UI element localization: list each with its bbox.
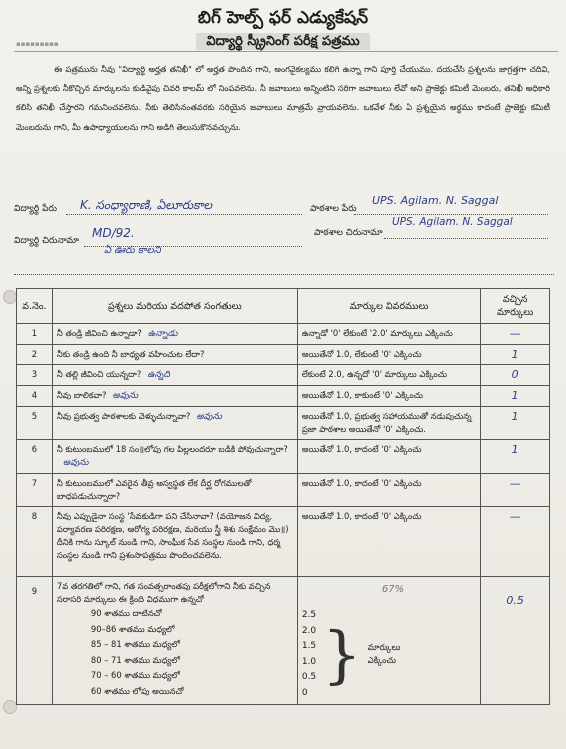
student-address-value-2: ఏ ఊరు కాలని [104,245,161,256]
table-row [17,345,550,365]
row-number: 5 [17,407,53,440]
school-name-value: UPS. Agilam. N. Saggal [372,194,499,207]
marks-obtained: 1 [511,348,519,361]
marks-obtained: — [509,477,521,490]
row-question: నీకు తండ్రి ఉంది నీ బాధ్యత వహించుట లేదా? [56,349,205,359]
table-header-row [17,289,550,324]
marks-obtained: 1 [511,410,519,423]
row-question-cell [52,507,297,577]
student-address-label: విద్యార్థి చిరునామా [14,236,79,246]
marks-obtained: 1 [511,443,519,456]
student-name-value: K. సంధ్యారాణి, ఏలూరుకాల [80,198,213,212]
row-question-cell [52,345,297,365]
col-header-question: ప్రశ్నలు మరియు వదపోత సంగతులు [52,289,297,324]
marks-obtained: 0 [511,368,519,381]
row-question-cell [52,440,297,474]
row-number: 6 [17,440,53,474]
handwritten-answer: ఉన్నాడు [147,329,178,339]
org-title: బిగ్ హెల్ప్ ఫర్ ఎడ్యుకేషన్ [197,8,369,28]
row-question: నీ తల్లి జీవించి యున్నదా? [56,369,142,379]
handwritten-answer: ఉన్నది [147,370,170,380]
student-name-label: విద్యార్థి పేరు [14,204,57,214]
table-row [17,577,550,705]
row-number: 2 [17,345,53,365]
row-marks-details: అయితేనో 1.0, కాదంటే '0' ఎక్కించు [297,440,480,474]
marks-obtained: 1 [511,389,519,402]
row-question: 7వ తరగతిలో గాని, గత సంవత్సరాంతపు పరీక్షలోగాని నీకు వచ్చిన సరాసరి మార్కులు ఈ క్రింది విధముగా ఉన్నచో [56,581,271,604]
band-item: 70 – 60 శాతము మధ్యలో [90,670,180,681]
table-row [17,507,550,577]
col-header-serial: వ.నెం. [17,289,53,324]
school-address-line [384,238,548,239]
row-question-cell [52,386,297,407]
form-title: విద్యార్థి స్క్రీనింగ్ పరీక్ష పత్రము [196,33,369,50]
row-marks-details: లేకుంటే 2.0, ఉన్నదో '0' మార్కులు ఎక్కించు [297,365,480,386]
band-item: 90–86 శాతము మధ్యలో [90,623,175,634]
school-address-label: పాఠశాల చిరునామా [314,228,383,238]
col-header-marks-details: మార్కుల వివరములు [297,289,480,324]
row-marks-details: ఉన్నాడో '0' లేకుంటే '2.0' మార్కులు ఎక్కించు [297,324,480,345]
row-question: నీవు బాలికవా? [56,390,107,400]
scale-label: మార్కులు ఎక్కించు [367,642,401,666]
table-row [17,440,550,474]
score-item: 1.5 [301,641,317,651]
header-divider [14,51,558,52]
row-marks-obtained-cell [481,365,550,386]
row-number: 9 [17,577,53,705]
instructions-text: ఈ పత్రమును నీవు "విద్యార్థి అర్హత తనిఖీ" లో అర్హత పొందిన గాని, అంగవైకల్యము కలిగి ఉన్నా గాని పూర్తి చేయుము. దయచేసి ప్రశ్నలను జాగ్రత్తగా చదివి, అన్ని ప్రశ్నలకు నీకొచ్చిన మార్కులను కుడివైపు చివరి కాలమ్ లో నింపవలెను. నీ జవాబులు అన్నింటిని సరిగా జవాబులు లేవో అని ప్రాజెక్టు కమిటీ మెంబరు, తనిఖీ అధికారి కలిసి తనిఖీ చేస్తారని గమనించవలెను. నీకు తెలిసినంతవరకు సరియైన జవాబులు మాత్రమే వ్రాయవలెను. ఒకవేళ నీకు ఏ ప్రశ్నయైన అర్థము కాదంటే ప్రాజెక్టు కమిటీ మెంబరును గాని, మీ ఉపాధ్యాయులను గాని అడిగి తెలుసుకొనవచ్చును. [16,64,550,132]
row-marks-details: అయితేనో 1.0, కాకుంటే '0' ఎక్కించు [297,386,480,407]
table-row [17,365,550,386]
row-question: నీవు ప్రభుత్వ పాఠశాలకు వెళ్ళుచున్నావా? [56,411,191,421]
col-header-marks-obtained: వచ్చిన మార్కులు [481,289,550,324]
band-item: 60 శాతము లోపు అయినచో [90,685,184,696]
school-address-value: UPS. Agilam. N. Saggal [392,216,513,228]
handwritten-answer: అవును [112,391,139,401]
row-question-cell [52,407,297,440]
brace-icon: } [322,617,362,691]
score-values [302,608,316,701]
row-number: 1 [17,324,53,345]
faded-header-remnant: ▪▪▪▪▪▪▪▪▪ [16,40,59,48]
row-marks-details: అయితేనో 1.0, లేకుంటే '0' ఎక్కించు [297,345,480,365]
table-row [17,474,550,507]
band-item: 80 – 71 శాతము మధ్యలో [90,654,180,665]
row-question: నీ తండ్రి జీవించి ఉన్నాడా? [56,328,142,338]
student-address-value-1: MD/92. [92,226,135,240]
row-marks-obtained-cell [481,507,550,577]
row-marks-obtained-cell [481,440,550,474]
score-item: 0.5 [301,672,317,682]
marks-obtained: — [509,510,521,523]
band-item: 85 – 81 శాతము మధ్యలో [90,639,180,650]
row-question: నీ కుటుంబములో 18 సం॥లోపు గల పిల్లలందరూ బడికి పోవుచున్నారా? [56,444,288,454]
row-question-cell [52,365,297,386]
percentage-bands [91,606,293,700]
row-question: నీవు ఎప్పుడైనా సంస్థ 'సేవకుడిగా పని చేసినావా? (వయోజన విద్య, పర్యావరణ పరిరక్షణ, ఆరోగ్య పరిరక్షణ, మరియు స్త్రీ శిశు సంక్షేమం మొ॥) దీనికి గాను స్కూల్ నుండి గాని, సాంఘీక సేవ సంస్థల నుండి గాని, ధర్మ సంస్థల నుండి గాని ప్రశంసాపత్రము పొందించవలెను. [56,511,289,560]
table-row [17,324,550,345]
score-scale [302,608,476,701]
score-item: 2.5 [301,610,317,620]
table-row [17,386,550,407]
instructions-block [16,60,550,137]
percentage-note: 67% [381,584,405,595]
row-number: 3 [17,365,53,386]
marks-obtained: — [509,327,521,340]
school-name-line [354,214,548,215]
row-number: 4 [17,386,53,407]
row-marks-obtained-cell [481,407,550,440]
handwritten-answer: అవును [62,458,89,468]
row-marks-details: అయితేనో 1.0, ప్రభుత్వ సహాయముతో నడుపుచున్న ప్రజా పాఠశాల అయితేనో '0' ఎక్కించు. [297,407,480,440]
row-marks-obtained-cell [481,345,550,365]
row-question-cell [52,474,297,507]
row-marks-obtained-cell [481,324,550,345]
handwritten-answer: అవును [196,412,222,422]
row-marks-obtained-cell [481,474,550,507]
row-marks-details: అయితేనో 1.0, కాదంటే '0' ఎక్కించు [297,507,480,577]
row-question-cell [52,324,297,345]
row-number: 8 [17,507,53,577]
blank-dotted-line [14,274,554,275]
band-item: 90 శాతము దాటినచో [90,608,162,618]
row-number: 7 [17,474,53,507]
row-marks-obtained-cell [481,386,550,407]
row-question: నీ కుటుంబములో ఎవరైన తీవ్ర అస్వస్థత లేక దీర్ఘ రోగములతో బాధపడుచున్నారా? [56,478,252,501]
punch-hole [3,700,17,714]
score-item: 0 [301,687,308,698]
score-item: 2.0 [301,625,317,636]
table-row [17,407,550,440]
marks-obtained: 0.5 [506,594,524,607]
screening-questions-table [16,288,550,705]
punch-hole [3,290,17,304]
school-name-label: పాఠశాల పేరు [310,204,357,214]
score-item: 1.0 [301,656,317,667]
row-marks-details: అయితేనో 1.0, కాదంటే '0' ఎక్కించు [297,474,480,507]
